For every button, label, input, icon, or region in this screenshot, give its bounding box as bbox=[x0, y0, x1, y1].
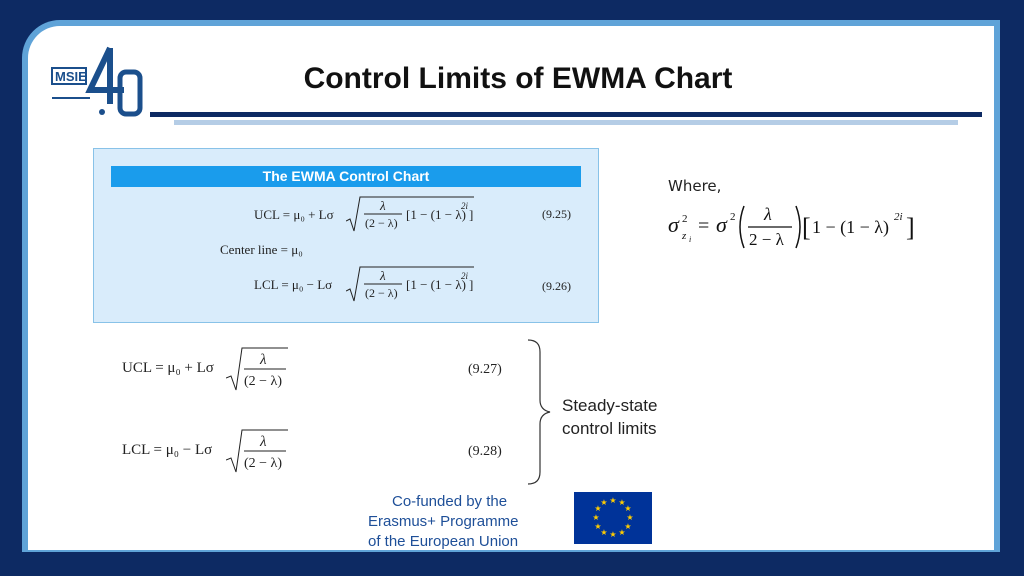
svg-text:λ: λ bbox=[260, 434, 267, 450]
svg-text:[: [ bbox=[802, 213, 811, 242]
steady-ucl-lhs: UCL = μ₀ + Lσ bbox=[122, 360, 214, 376]
svg-text:λ: λ bbox=[380, 268, 386, 283]
cofunded-line3: of the European Union bbox=[368, 533, 519, 550]
cofunded-line2: Erasmus+ Programme bbox=[368, 513, 519, 530]
svg-text:★: ★ bbox=[609, 530, 617, 539]
curly-brace-icon bbox=[526, 338, 556, 486]
svg-text:λ: λ bbox=[764, 204, 772, 224]
svg-text:i: i bbox=[689, 235, 692, 244]
steady-ucl-radical bbox=[226, 344, 290, 394]
svg-text:2 − λ: 2 − λ bbox=[749, 230, 784, 249]
box-header: The EWMA Control Chart bbox=[111, 166, 581, 187]
center-line-equation: Center line = μ₀ bbox=[220, 242, 303, 257]
steady-state-label bbox=[562, 394, 657, 440]
eq-number-928: (9.28) bbox=[468, 444, 502, 459]
svg-text:]: ] bbox=[906, 213, 915, 242]
svg-text:★: ★ bbox=[594, 504, 602, 513]
svg-text:2i: 2i bbox=[461, 201, 469, 211]
svg-text:[1 − (1 − λ): [1 − (1 − λ) bbox=[406, 277, 466, 292]
steady-lcl-radical bbox=[226, 426, 290, 476]
svg-text:=: = bbox=[698, 215, 710, 237]
svg-text:z: z bbox=[682, 230, 687, 242]
svg-text:★: ★ bbox=[624, 504, 632, 513]
cofunded-line1: Co-funded by the bbox=[392, 493, 508, 510]
svg-text:2: 2 bbox=[730, 211, 736, 223]
cofunded-text bbox=[368, 492, 518, 552]
eu-flag-icon bbox=[574, 492, 652, 544]
svg-text:λ: λ bbox=[380, 198, 386, 213]
variance-formula bbox=[668, 198, 918, 254]
svg-text:★: ★ bbox=[592, 513, 600, 522]
svg-text:2i: 2i bbox=[894, 211, 903, 223]
svg-text:(2 − λ): (2 − λ) bbox=[244, 374, 283, 389]
page-title: Control Limits of EWMA Chart bbox=[303, 62, 733, 95]
svg-text:]: ] bbox=[469, 277, 474, 292]
svg-text:[1 − (1 − λ): [1 − (1 − λ) bbox=[406, 207, 466, 222]
svg-text:λ: λ bbox=[260, 352, 267, 368]
erasmus-footer bbox=[356, 490, 666, 550]
ucl-equation-lhs: UCL = μ₀ + Lσ bbox=[254, 207, 334, 222]
svg-text:★: ★ bbox=[609, 496, 617, 505]
svg-text:★: ★ bbox=[600, 528, 608, 537]
svg-text:★: ★ bbox=[618, 498, 626, 507]
svg-text:★: ★ bbox=[618, 528, 626, 537]
svg-text:★: ★ bbox=[594, 522, 602, 531]
svg-text:σ: σ bbox=[668, 212, 679, 237]
svg-text:(2 − λ): (2 − λ) bbox=[365, 286, 398, 300]
svg-text:]: ] bbox=[469, 207, 474, 222]
msie-logo bbox=[50, 46, 170, 146]
svg-text:★: ★ bbox=[600, 498, 608, 507]
steady-lcl-lhs: LCL = μ₀ − Lσ bbox=[122, 442, 213, 458]
title-rule-light bbox=[174, 120, 958, 125]
svg-text:(2 − λ): (2 − λ) bbox=[244, 456, 283, 471]
where-label: Where, bbox=[668, 177, 722, 195]
svg-text:★: ★ bbox=[624, 522, 632, 531]
lcl-radical bbox=[346, 263, 476, 305]
title-rule bbox=[150, 112, 982, 117]
eq-number-925: (9.25) bbox=[542, 207, 571, 221]
svg-text:σ: σ bbox=[716, 212, 727, 237]
slide bbox=[28, 26, 994, 550]
svg-text:★: ★ bbox=[626, 513, 634, 522]
ewma-box bbox=[93, 148, 599, 323]
svg-text:1 − (1 − λ): 1 − (1 − λ) bbox=[812, 217, 890, 237]
eq-number-927: (9.27) bbox=[468, 362, 502, 377]
steady-state-label-line2: control limits bbox=[562, 419, 657, 438]
lcl-equation-lhs: LCL = μ₀ − Lσ bbox=[254, 277, 333, 292]
eq-number-926: (9.26) bbox=[542, 279, 571, 293]
svg-text:MSIE: MSIE bbox=[55, 69, 87, 84]
svg-text:2i: 2i bbox=[461, 271, 469, 281]
svg-text:2: 2 bbox=[682, 213, 688, 225]
svg-text:(2 − λ): (2 − λ) bbox=[365, 216, 398, 230]
ucl-radical bbox=[346, 193, 476, 235]
steady-state-label-line1: Steady-state bbox=[562, 396, 658, 415]
